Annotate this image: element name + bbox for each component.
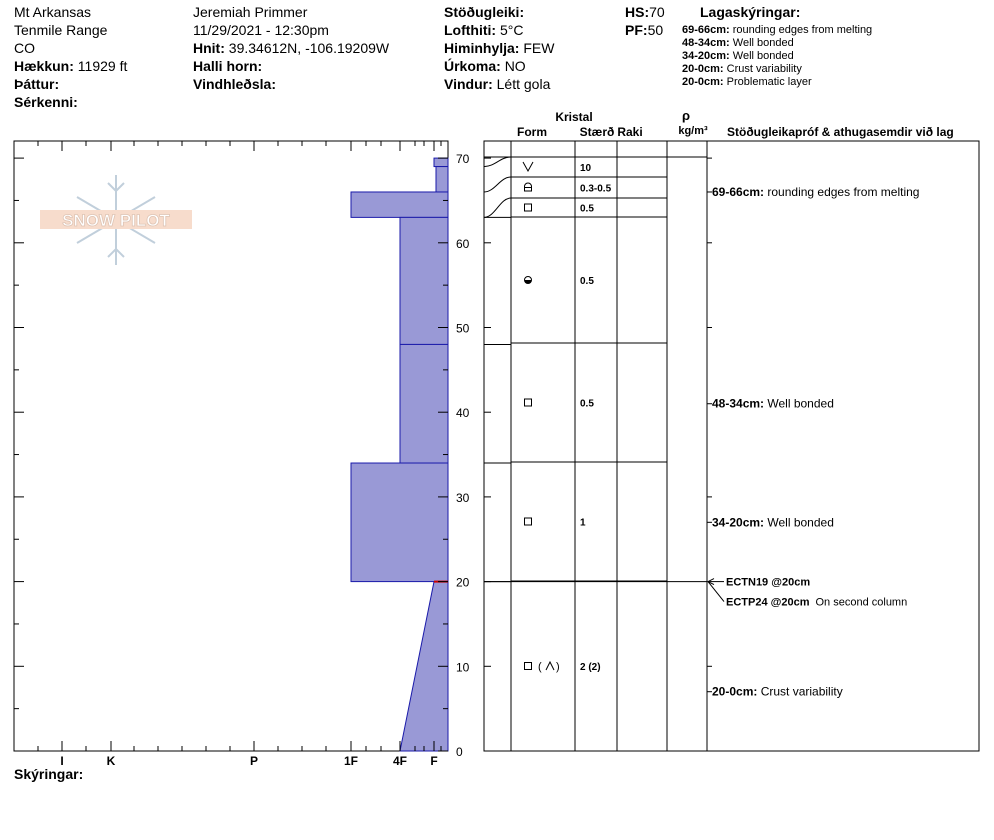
hardness-bar: [434, 158, 448, 166]
header-form: Form: [517, 125, 547, 139]
header-comments: Stöðugleikapróf & athugasemdir við lag: [727, 125, 954, 139]
depth-tick-label: 20: [456, 575, 470, 590]
header-moisture: Raki: [617, 125, 643, 139]
wind-label: Vindur:: [444, 76, 493, 92]
layer-comment: 20-0cm: Crust variability: [712, 684, 843, 699]
layer-size: 10: [580, 163, 592, 174]
secondary-form-paren-open: (: [538, 661, 542, 673]
layer-row: [525, 204, 595, 215]
hardness-bar: [351, 192, 448, 217]
depth-tick-label: 50: [456, 321, 470, 336]
layer-comment: 48-34cm: Well bonded: [712, 396, 834, 411]
layer-size: 1: [580, 517, 586, 529]
hardness-tick-label: K: [106, 754, 116, 768]
aspect-label: Þáttur:: [14, 76, 60, 92]
layer-size: 0.3-0.5: [580, 183, 612, 195]
layer-comment: 34-20cm: Well bonded: [712, 515, 834, 530]
facet-icon: [525, 204, 532, 211]
layer-row: [525, 276, 595, 287]
site-name: Mt Arkansas: [14, 4, 92, 20]
legend-item: 69-66cm: rounding edges from melting: [682, 24, 873, 36]
layer-size: 2 (2): [580, 662, 601, 673]
wind-loading-label: Vindhleðsla:: [193, 76, 276, 92]
header-density-symbol: ρ: [681, 108, 691, 123]
hardness-tick-label: 1F: [343, 754, 359, 768]
hardness-tick-label: P: [249, 754, 259, 768]
hardness-bar: [436, 167, 448, 192]
obs-datetime: 11/29/2021 - 12:30pm: [193, 22, 329, 38]
legend-title: Lagaskýringar:: [700, 4, 801, 20]
stability-label: Stöðugleiki:: [444, 4, 525, 20]
hardness-tick-label: 4F: [392, 754, 408, 768]
header-density-unit: kg/m³: [678, 125, 708, 137]
sky-value: FEW: [523, 40, 555, 56]
hs-label: HS:: [625, 4, 650, 20]
facet-icon: [525, 663, 532, 670]
elevation-value: 11929 ft: [77, 58, 128, 74]
coords-label: Hnit:: [193, 40, 225, 56]
svg-text:SNOW PILOT: SNOW PILOT: [62, 211, 170, 230]
depth-hoar-icon: [546, 662, 554, 670]
test-leader: [708, 582, 724, 602]
precip-value: NO: [504, 58, 526, 74]
depth-tick-label: 30: [456, 490, 470, 505]
wind-value: Létt gola: [496, 76, 551, 92]
precip-label: Úrkoma:: [444, 58, 501, 74]
layer-row: [525, 518, 587, 529]
surface-hoar-icon: [523, 162, 533, 171]
elevation-label: Hækkun:: [14, 58, 74, 74]
site-state: CO: [14, 40, 35, 56]
header-size: Stærð: [579, 125, 615, 139]
observer-name: Jeremiah Primmer: [193, 4, 308, 20]
stability-test: ECTP24 @20cm On second column: [726, 596, 908, 609]
stability-test: ECTN19 @20cm: [726, 576, 811, 589]
hs-value: 70: [649, 4, 665, 20]
legend-item: 20-0cm: Crust variability: [682, 63, 802, 75]
sky-label: Himinhylja:: [444, 40, 520, 56]
layer-row: [525, 183, 612, 194]
hardness-bar: [400, 344, 448, 463]
site-range: Tenmile Range: [14, 22, 108, 38]
depth-tick-label: 60: [456, 236, 470, 251]
layer-row: [525, 661, 601, 673]
secondary-form-paren-close: ): [556, 661, 560, 673]
layer-size: 0.5: [580, 398, 594, 410]
comments-label: Skýringar:: [14, 766, 84, 782]
hardness-bar: [400, 217, 448, 344]
hardness-plot-frame: [14, 141, 448, 751]
layer-row: [523, 162, 592, 174]
header-crystal: Kristal: [555, 110, 593, 124]
snowpilot-logo: [40, 175, 192, 265]
layer-table-frame: [484, 141, 979, 751]
slope-label: Halli horn:: [193, 58, 263, 74]
layer-comment: 69-66cm: rounding edges from melting: [712, 184, 920, 199]
layer-size: 0.5: [580, 203, 594, 215]
depth-tick-label: 10: [456, 660, 470, 675]
hardness-bar: [351, 463, 448, 582]
legend-item: 34-20cm: Well bonded: [682, 50, 794, 62]
layer-row: [525, 399, 595, 410]
depth-tick-label: 0: [456, 745, 463, 759]
coords-value: 39.34612N, -106.19209W: [228, 40, 390, 56]
air-temp-label: Lofthiti:: [444, 22, 497, 38]
hardness-tick-label: F: [430, 754, 438, 768]
layer-connector: [484, 177, 511, 192]
facet-icon: [525, 399, 532, 406]
specifics-label: Sérkenni:: [14, 94, 78, 110]
layer-connector: [484, 198, 511, 217]
depth-tick-label: 70: [456, 152, 470, 167]
legend-item: 48-34cm: Well bonded: [682, 37, 794, 49]
pf-value: 50: [647, 22, 664, 38]
air-temp-value: 5°C: [499, 22, 524, 38]
hardness-tick-label: I: [60, 754, 64, 768]
facet-icon: [525, 518, 532, 525]
legend-item: 20-0cm: Problematic layer: [682, 76, 812, 88]
layer-size: 0.5: [580, 276, 594, 287]
depth-tick-label: 40: [456, 406, 470, 421]
pf-label: PF:: [625, 22, 648, 38]
